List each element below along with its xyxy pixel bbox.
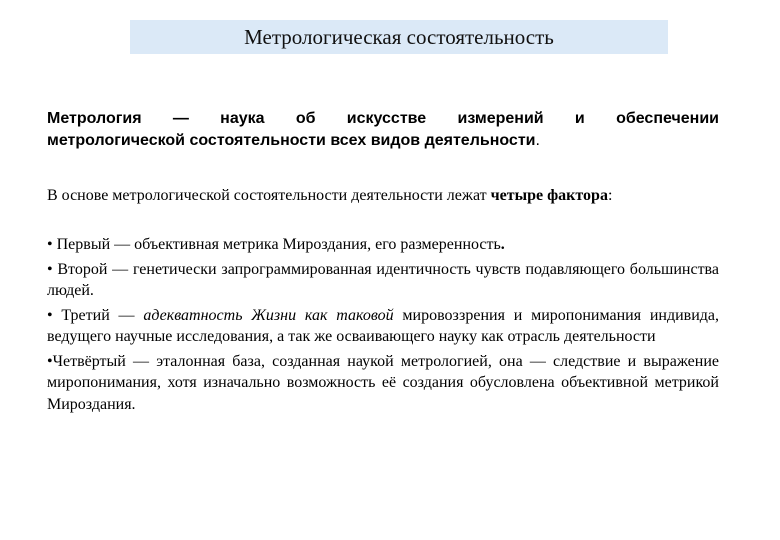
basis-bold-text: четыре фактора xyxy=(490,187,608,204)
factor-third-prefix: • Третий — xyxy=(47,306,144,324)
factor-first-period: . xyxy=(500,236,505,253)
factor-third xyxy=(47,305,719,348)
factor-third-suffix: мировоззрения и миропонимания индивида, ведущего научные исследования, а так же осваивающего науку как отрасль деятельности xyxy=(47,306,720,345)
slide-title: Метрологическая состоятельность xyxy=(130,20,668,54)
factor-third-italic: адекватность Жизни как таковой xyxy=(143,306,394,324)
factors-list xyxy=(47,234,719,418)
factor-fourth xyxy=(47,351,719,416)
factor-first xyxy=(47,234,719,256)
basis-colon: : xyxy=(607,187,613,204)
factor-first-text: • Первый — объективная метрика Мироздания, его размеренность xyxy=(47,236,501,253)
factor-fourth-text: •Четвёртый — эталонная база, созданная наукой метрологией, она — следствие и выражение миропонимания, хотя изначально возможность её создания обусловлена объективной метрикой Мироздания. xyxy=(47,352,719,413)
factor-second-text: • Второй — генетически запрограммированная идентичность чувств подавляющего большинства людей. xyxy=(47,260,719,299)
definition-line-1: Метрология — наука об искусстве измерений и обеспечении xyxy=(47,110,719,127)
basis-paragraph xyxy=(47,185,727,207)
definition-paragraph xyxy=(47,108,719,152)
factor-second xyxy=(47,259,719,302)
definition-line-2: метрологической состоятельности всех видов деятельности xyxy=(47,132,536,149)
basis-text: В основе метрологической состоятельности деятельности лежат xyxy=(47,187,491,204)
definition-period: . xyxy=(535,132,540,149)
